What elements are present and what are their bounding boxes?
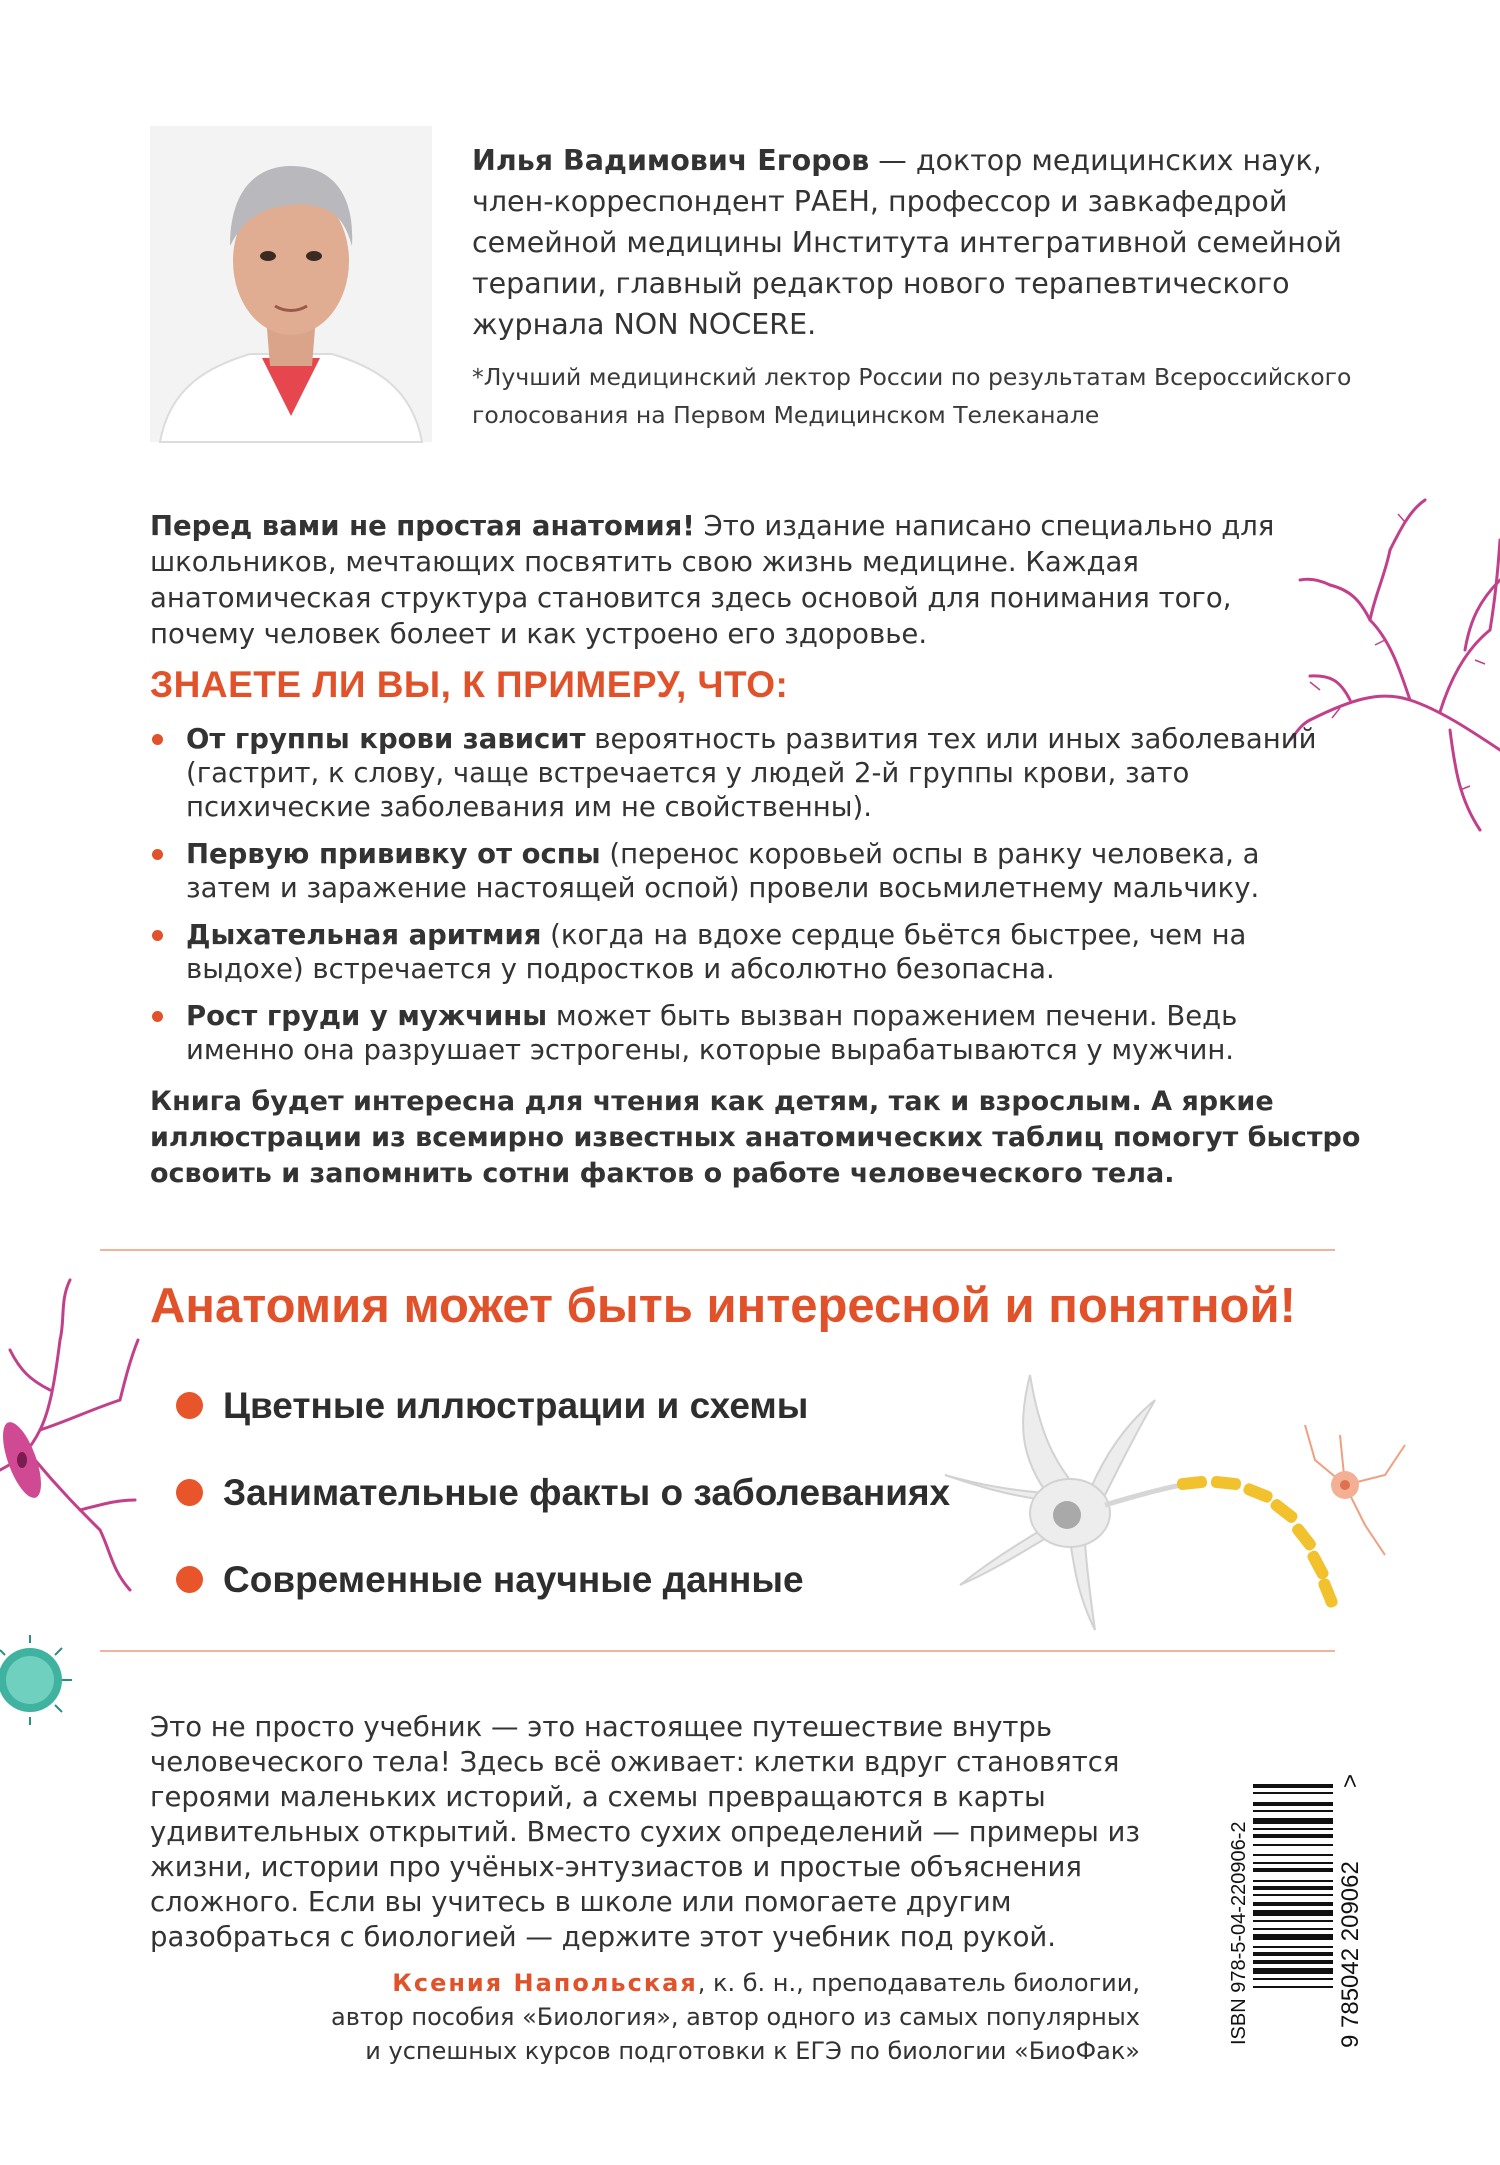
barcode-bar bbox=[1253, 1886, 1333, 1890]
divider-bottom bbox=[100, 1650, 1335, 1652]
author-award-note: *Лучший медицинский лектор России по результатам Всероссийского голосования на Первом Медицинском Телеканале bbox=[472, 363, 1352, 429]
author-portrait-illustration bbox=[150, 126, 432, 442]
barcode-bar bbox=[1253, 1880, 1333, 1882]
feature-item bbox=[176, 1385, 808, 1427]
list-item bbox=[150, 837, 1340, 905]
barcode-digits: 9 785042 209062 bbox=[1337, 1861, 1364, 2048]
barcode-bar bbox=[1253, 1792, 1333, 1794]
barcode-bar bbox=[1253, 1968, 1333, 1974]
isbn-label: ISBN 978-5-04-220906-2 bbox=[1228, 1821, 1250, 2045]
bullet-icon bbox=[152, 1011, 163, 1022]
barcode-bar bbox=[1253, 1894, 1333, 1896]
bullet-icon bbox=[152, 849, 163, 860]
barcode-bar bbox=[1253, 1844, 1333, 1846]
author-name: Илья Вадимович Егоров bbox=[472, 144, 870, 177]
bullet-icon bbox=[176, 1392, 203, 1419]
barcode-bar bbox=[1253, 1902, 1333, 1906]
facts-heading: ЗНАЕТЕ ЛИ ВЫ, К ПРИМЕРУ, ЧТО: bbox=[150, 664, 789, 705]
barcode-bar bbox=[1253, 1810, 1333, 1812]
feature-label: Современные научные данные bbox=[223, 1559, 804, 1600]
barcode-graphic bbox=[1225, 1770, 1364, 2048]
bullet-icon bbox=[176, 1479, 203, 1506]
intro-text: Это издание написано специально для школьников, мечтающих посвятить свою жизнь медицине. Каждая анатомическая структура становится здесь основой для понимания того, почему человек болеет и как устроено его здоровье. bbox=[150, 510, 1275, 650]
barcode-bar bbox=[1253, 1946, 1333, 1948]
fact-text: вероятность развития тех или иных заболеваний (гастрит, к слову, чаще встречается у людей 2-й группы крови, зато психические заболевания им не свойственны). bbox=[186, 723, 1317, 823]
signature-line3: и успешных курсов подготовки к ЕГЭ по биологии «БиоФак» bbox=[365, 2037, 1140, 2065]
author-bio bbox=[472, 140, 1352, 345]
cell-illustration bbox=[0, 1635, 80, 1725]
list-item bbox=[150, 999, 1340, 1067]
barcode-bar bbox=[1253, 1784, 1333, 1788]
fact-text: (перенос коровьей оспы в ранку человека, а затем и заражение настоящей оспой) провели восьмилетнему мальчику. bbox=[186, 838, 1260, 904]
bullet-icon bbox=[176, 1566, 203, 1593]
closing-paragraph: Книга будет интересна для чтения как детям, так и взрослым. А яркие иллюстрации из всемирно известных анатомических таблиц помогут быстро освоить и запомнить сотни фактов о работе человеческого тела. bbox=[150, 1086, 1361, 1189]
barcode-bar bbox=[1253, 1854, 1333, 1856]
intro-lead: Перед вами не простая анатомия! bbox=[150, 510, 695, 542]
barcode-bars bbox=[1253, 1784, 1333, 1988]
review-signature bbox=[320, 1966, 1140, 2068]
barcode-bar bbox=[1253, 1934, 1333, 1940]
bullet-icon bbox=[152, 734, 163, 745]
barcode-bar bbox=[1253, 1986, 1333, 1988]
signature-line2: автор пособия «Биология», автор одного из самых популярных bbox=[331, 2003, 1140, 2031]
bullet-icon bbox=[152, 930, 163, 941]
divider-top bbox=[100, 1249, 1335, 1251]
barcode-bar bbox=[1253, 1868, 1333, 1872]
feature-item bbox=[176, 1472, 950, 1514]
barcode-bar bbox=[1253, 1978, 1333, 1980]
barcode-bar bbox=[1253, 1828, 1333, 1830]
barcode-bar bbox=[1253, 1834, 1333, 1838]
barcode-bar bbox=[1253, 1802, 1333, 1806]
barcode-bar bbox=[1253, 1928, 1333, 1930]
author-description: — доктор медицинских наук, член-корреспондент РАЕН, профессор и завкафедрой семейной медицины Института интегративной семейной терапии, главный редактор нового терапевтического журнала NON NOCERE. bbox=[472, 144, 1342, 341]
facts-list bbox=[150, 722, 1340, 1080]
barcode-bar bbox=[1253, 1818, 1333, 1824]
barcode-bar bbox=[1253, 1920, 1333, 1922]
feature-item bbox=[176, 1559, 804, 1601]
feature-label: Цветные иллюстрации и схемы bbox=[223, 1385, 809, 1426]
signature-line1: , к. б. н., преподаватель биологии, bbox=[697, 1969, 1140, 1997]
fact-bold: От группы крови зависит bbox=[186, 723, 586, 755]
list-item bbox=[150, 918, 1340, 986]
fact-text: (когда на вдохе сердце бьётся быстрее, чем на выдохе) встречается у подростков и абсолютно безопасна. bbox=[186, 919, 1247, 985]
review-text: Это не просто учебник — это настоящее путешествие внутрь человеческого тела! Здесь всё оживает: клетки вдруг становятся героями маленьких историй, а схемы превращаются в карты удивительных открытий. Вместо сухих определений — примеры из жизни, истории про учёных-энтузиастов и простые объяснения сложного. Если вы учитесь в школе или помогаете другим разобраться с биологией — держите этот учебник под рукой. bbox=[150, 1711, 1141, 1953]
barcode-bar bbox=[1253, 1910, 1333, 1916]
barcode-bar bbox=[1253, 1960, 1333, 1964]
signature-name: Ксения Напольская bbox=[392, 1969, 698, 1997]
intro-paragraph bbox=[150, 508, 1340, 652]
author-photo bbox=[150, 126, 432, 442]
fact-bold: Дыхательная аритмия bbox=[186, 919, 542, 951]
fact-bold: Рост груди у мужчины bbox=[186, 1000, 548, 1032]
barcode-arrow: > bbox=[1337, 1773, 1364, 1788]
barcode bbox=[1225, 1770, 1364, 2048]
promo-title: Анатомия может быть интересной и понятной! bbox=[150, 1279, 1296, 1333]
neuron-illustration-left bbox=[0, 1270, 140, 1600]
fact-text: может быть вызван поражением печени. Ведь именно она разрушает эстрогены, которые вырабатываются у мужчин. bbox=[186, 1000, 1238, 1066]
list-item bbox=[150, 722, 1340, 824]
barcode-bar bbox=[1253, 1862, 1333, 1864]
feature-label: Занимательные факты о заболеваниях bbox=[223, 1472, 951, 1513]
barcode-bar bbox=[1253, 1952, 1333, 1956]
neuron-illustration-center bbox=[945, 1365, 1415, 1635]
fact-bold: Первую прививку от оспы bbox=[186, 838, 601, 870]
